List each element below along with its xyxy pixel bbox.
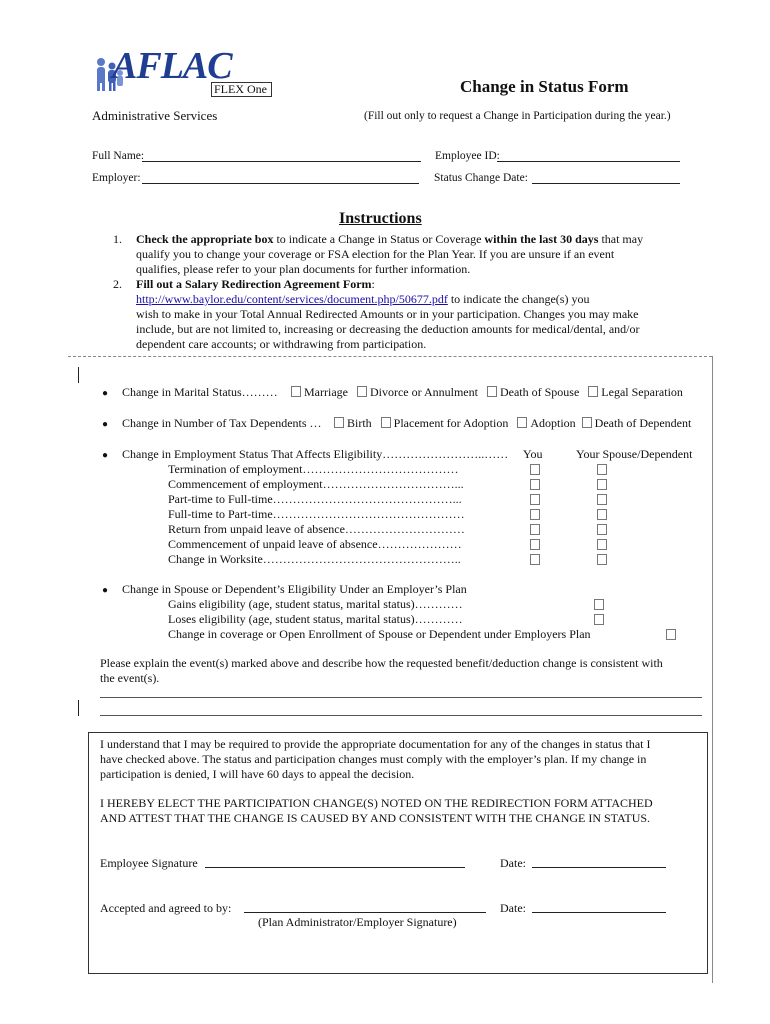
plan-administrator-caption: (Plan Administrator/Employer Signature)	[258, 915, 457, 929]
adoption-checkbox[interactable]	[517, 417, 527, 428]
eligibility-row-label: Loses eligibility (age, student status, marital status)…………	[168, 612, 463, 626]
you-checkbox[interactable]	[530, 524, 540, 535]
instruction-1-number: 1.	[113, 232, 122, 246]
adoption-label: Adoption	[530, 416, 576, 430]
employee-id-field[interactable]	[497, 161, 680, 162]
employment-row-label: Change in Worksite…………………………………………..	[168, 552, 461, 566]
instructions-heading: Instructions	[339, 210, 422, 227]
margin-bar-bottom	[78, 700, 79, 716]
employment-row-label: Full-time to Part-time…………………………………………	[168, 507, 465, 521]
column-you: You	[523, 447, 543, 461]
marital-options	[291, 385, 683, 400]
legal-separation-label: Legal Separation	[601, 385, 683, 399]
form-subtitle: (Fill out only to request a Change in Participation during the year.)	[364, 110, 671, 122]
instruction-1-bold-check: Check the appropriate box	[136, 232, 274, 246]
instruction-1-bold-days: within the last 30 days	[484, 232, 599, 246]
you-checkbox[interactable]	[530, 509, 540, 520]
attest-p2-line2: AND ATTEST THAT THE CHANGE IS CAUSED BY AND CONSISTENT WITH THE CHANGE IN STATUS.	[100, 811, 651, 825]
spouse-dependent-checkbox[interactable]	[597, 479, 607, 490]
gains-eligibility-checkbox[interactable]	[594, 599, 604, 610]
status-section-right-border	[712, 356, 713, 983]
instruction-1-text-tail: that may	[598, 232, 644, 246]
you-checkbox[interactable]	[530, 464, 540, 475]
instruction-2-line4: include, but are not limited to, increasing or decreasing the deduction amounts for medical/dental, and/or	[136, 322, 640, 336]
full-name-label: Full Name:	[92, 150, 145, 162]
status-change-date-field[interactable]	[532, 183, 680, 184]
divorce-checkbox[interactable]	[357, 386, 367, 397]
administrator-signature-field[interactable]	[244, 912, 486, 913]
date-field-2[interactable]	[532, 912, 666, 913]
tax-dependents-label: Change in Number of Tax Dependents …	[122, 416, 322, 430]
date-label-1: Date:	[500, 856, 526, 870]
status-section-frame	[68, 356, 712, 357]
attest-p1-line1: I understand that I may be required to provide the appropriate documentation for any of the changes in status that I	[100, 737, 651, 751]
death-of-spouse-checkbox[interactable]	[487, 386, 497, 397]
death-of-spouse-label: Death of Spouse	[499, 385, 580, 399]
bullet-icon: ●	[102, 450, 109, 461]
legal-separation-checkbox[interactable]	[588, 386, 598, 397]
instruction-2-after-link: to indicate the change(s) you	[447, 292, 590, 306]
instruction-2-line3: wish to make in your Total Annual Redirected Amounts or in your participation. Changes you may make	[136, 307, 639, 321]
placement-for-adoption-label: Placement for Adoption	[393, 416, 509, 430]
explanation-field-1[interactable]	[100, 697, 702, 698]
employment-row-label: Commencement of unpaid leave of absence…………………	[168, 537, 462, 551]
instruction-2-line2	[136, 292, 589, 307]
employer-field[interactable]	[142, 183, 419, 184]
spouse-dependent-checkbox[interactable]	[597, 464, 607, 475]
instruction-2-line5: dependent care accounts; or withdrawing from participation.	[136, 337, 427, 351]
marital-status-label: Change in Marital Status………	[122, 385, 278, 399]
employer-label: Employer:	[92, 172, 141, 184]
bullet-icon: ●	[102, 585, 109, 596]
employment-row-label: Termination of employment…………………………………	[168, 462, 459, 476]
employee-signature-field[interactable]	[205, 867, 465, 868]
change-in-coverage-checkbox[interactable]	[666, 629, 676, 640]
explanation-field-2[interactable]	[100, 715, 702, 716]
placement-for-adoption-checkbox[interactable]	[381, 417, 391, 428]
employee-id-label: Employee ID:	[435, 150, 500, 162]
flex-one-label: FLEX One	[211, 82, 272, 97]
employment-row-label: Commencement of employment……………………………...	[168, 477, 464, 491]
instruction-2-bold: Fill out a Salary Redirection Agreement Form	[136, 277, 372, 291]
eligibility-row-label: Change in coverage or Open Enrollment of Spouse or Dependent under Employers Plan	[168, 627, 591, 641]
eligibility-row-label: Gains eligibility (age, student status, marital status)…………	[168, 597, 463, 611]
spouse-dependent-checkbox[interactable]	[597, 539, 607, 550]
aflac-logo: AFLAC	[92, 44, 217, 94]
employment-row-label: Part-time to Full-time………………………………………...	[168, 492, 462, 506]
employee-signature-label: Employee Signature	[100, 856, 198, 870]
loses-eligibility-checkbox[interactable]	[594, 614, 604, 625]
instruction-1-line2: qualify you to change your coverage or FSA election for the Plan Year. If you are unsure if an event	[136, 247, 615, 261]
spouse-dependent-checkbox[interactable]	[597, 554, 607, 565]
instruction-1-line3: qualifies, please refer to your plan documents for further information.	[136, 262, 471, 276]
date-label-2: Date:	[500, 901, 526, 915]
death-of-dependent-checkbox[interactable]	[582, 417, 592, 428]
eligibility-label: Change in Spouse or Dependent’s Eligibility Under an Employer’s Plan	[122, 582, 467, 596]
you-checkbox[interactable]	[530, 539, 540, 550]
explain-line-1: Please explain the event(s) marked above and describe how the requested benefit/deduction change is consistent with	[100, 656, 663, 670]
instruction-1-text: to indicate a Change in Status or Coverage	[273, 232, 485, 246]
spouse-dependent-checkbox[interactable]	[597, 509, 607, 520]
full-name-field[interactable]	[142, 161, 421, 162]
tax-options	[334, 416, 691, 431]
accepted-label: Accepted and agreed to by:	[100, 901, 232, 915]
attest-p1-line3: participation is denied, I will have 60 days to appeal the decision.	[100, 767, 415, 781]
bullet-icon: ●	[102, 388, 109, 399]
bullet-icon: ●	[102, 419, 109, 430]
salary-redirection-form-link[interactable]: http://www.baylor.edu/content/services/document.php/50677.pdf	[136, 292, 448, 306]
you-checkbox[interactable]	[530, 554, 540, 565]
employment-status-label: Change in Employment Status That Affects Eligibility……………………..……	[122, 447, 509, 461]
spouse-dependent-checkbox[interactable]	[597, 494, 607, 505]
instruction-2-line1	[136, 277, 375, 292]
instruction-2-colon: :	[371, 277, 375, 291]
marriage-checkbox[interactable]	[291, 386, 301, 397]
instruction-2-number: 2.	[113, 277, 122, 291]
death-of-dependent-label: Death of Dependent	[594, 416, 692, 430]
explain-line-2: the event(s).	[100, 671, 160, 685]
marriage-label: Marriage	[304, 385, 348, 399]
spouse-dependent-checkbox[interactable]	[597, 524, 607, 535]
administrative-services: Administrative Services	[92, 108, 218, 123]
attest-p2-line1: I HEREBY ELECT THE PARTICIPATION CHANGE(S) NOTED ON THE REDIRECTION FORM ATTACHED	[100, 796, 653, 810]
date-field-1[interactable]	[532, 867, 666, 868]
column-spouse-dependent: Your Spouse/Dependent	[576, 447, 693, 461]
birth-checkbox[interactable]	[334, 417, 344, 428]
instruction-1-line1	[136, 232, 643, 247]
margin-bar-top	[78, 367, 79, 383]
form-title: Change in Status Form	[460, 77, 629, 96]
employment-row-label: Return from unpaid leave of absence…………………………	[168, 522, 465, 536]
you-checkbox[interactable]	[530, 494, 540, 505]
divorce-label: Divorce or Annulment	[369, 385, 478, 399]
status-change-date-label: Status Change Date:	[434, 172, 528, 184]
attest-p1-line2: have checked above. The status and participation changes must comply with the employer’s plan. If my change in	[100, 752, 647, 766]
you-checkbox[interactable]	[530, 479, 540, 490]
birth-label: Birth	[347, 416, 372, 430]
